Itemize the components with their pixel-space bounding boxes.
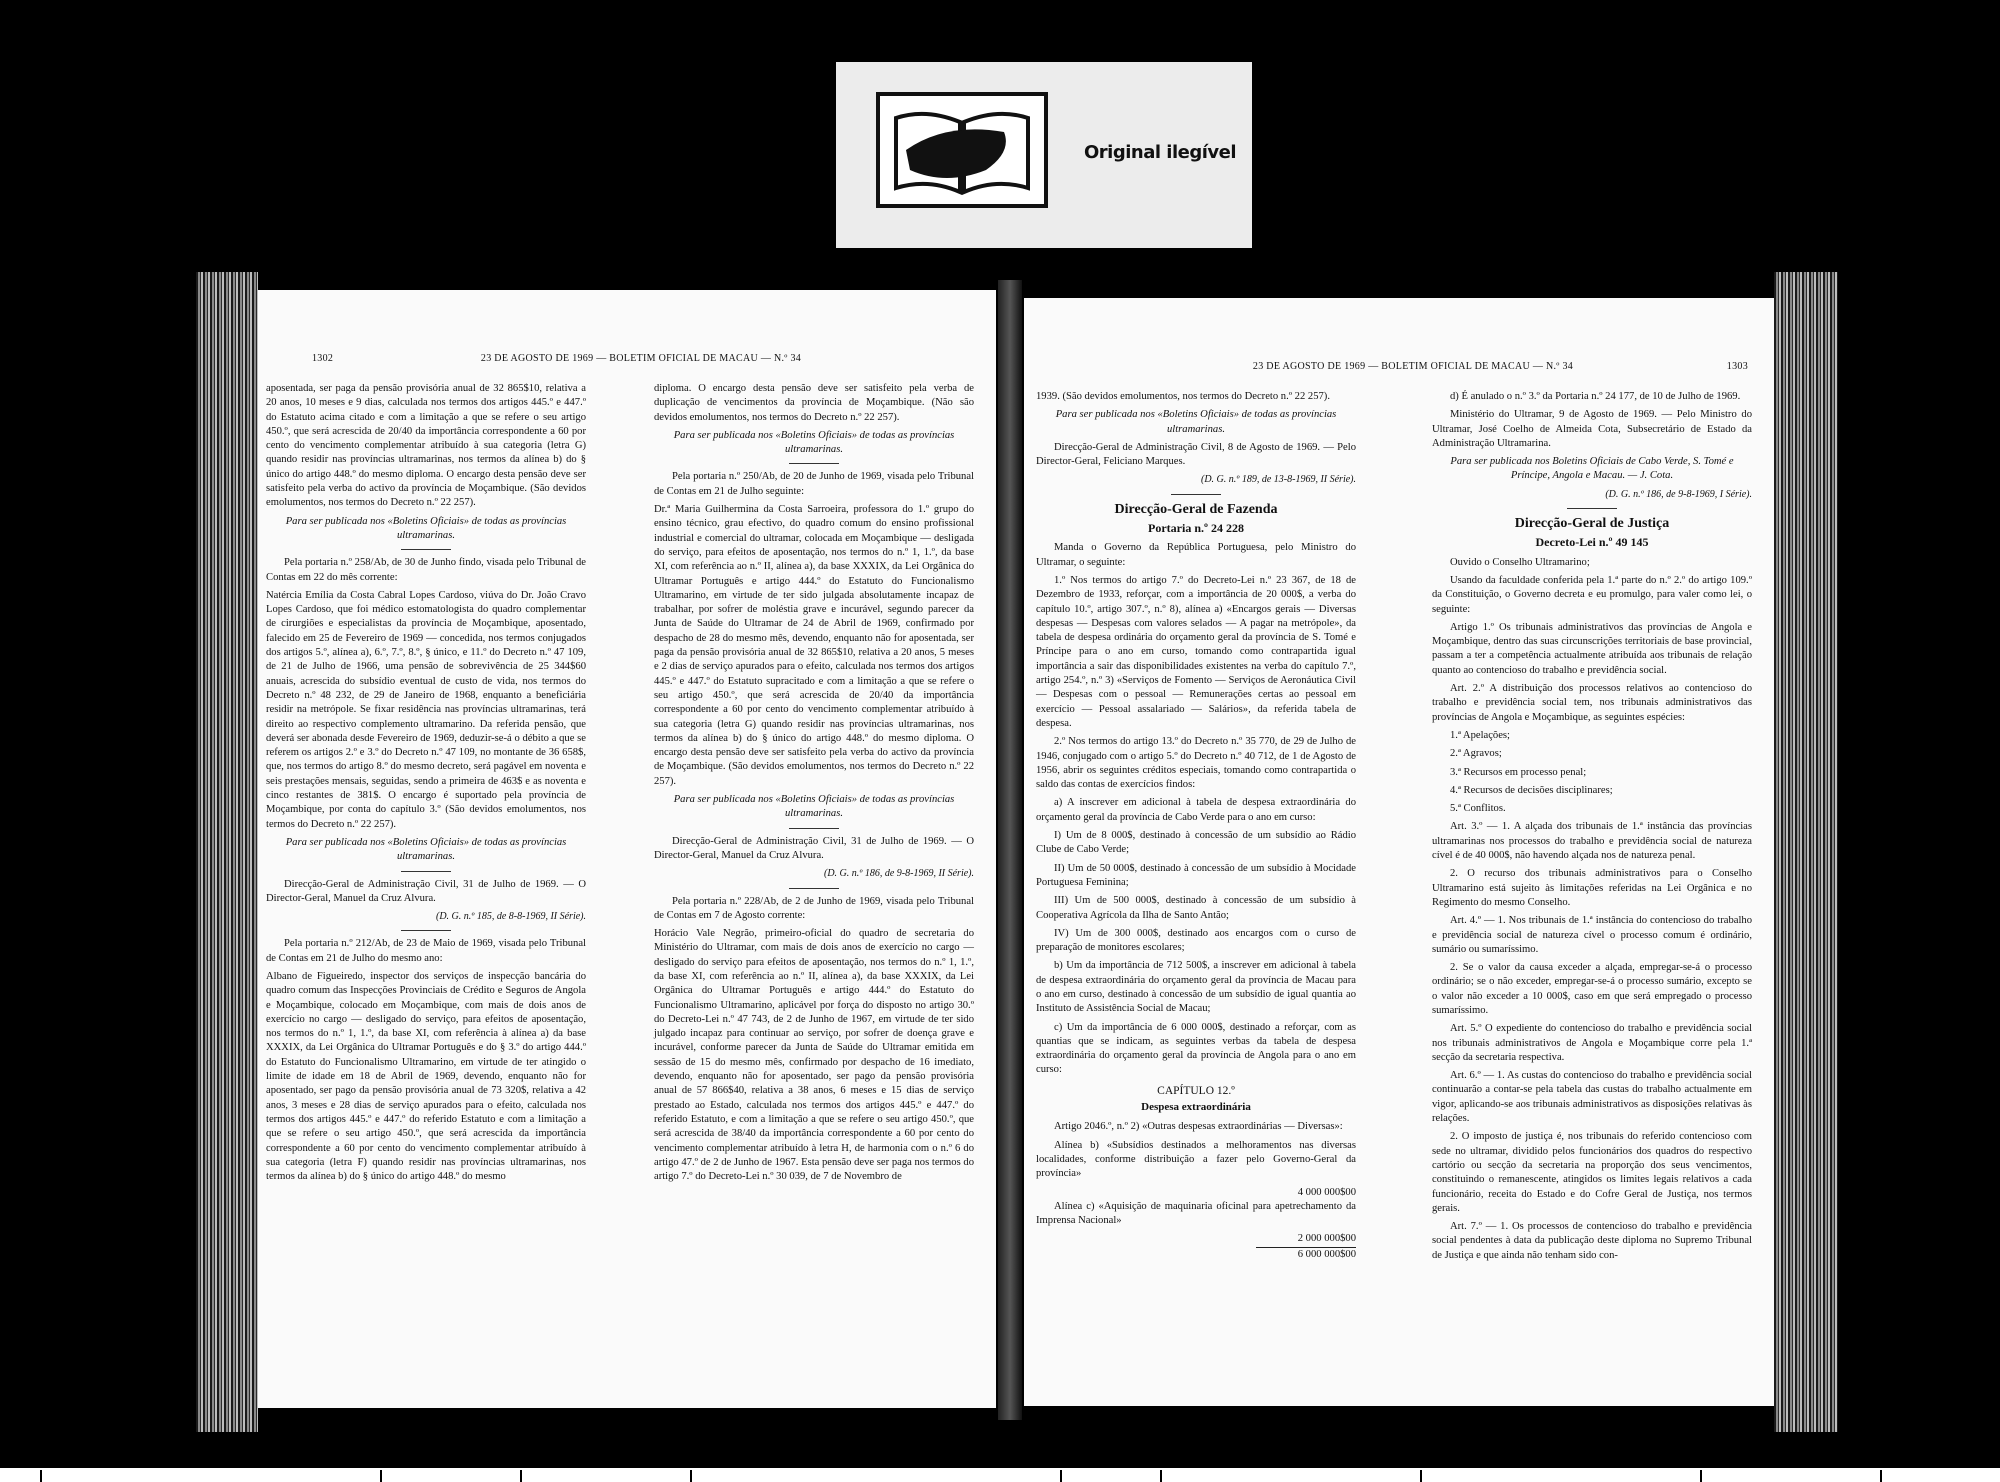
right-page — [1024, 298, 1774, 1406]
paragraph: Natércia Emília da Costa Cabral Lopes Cardoso, viúva do Dr. João Cravo Lopes Cardoso, que foi médico estomatologista do quadro complementar de cirurgiões e especialistas da província de Moçambique, aposentado, falecido em 25 de Fevereiro de 1969 — concedida, nos termos conjugados dos artigos 5.º, alínea a), 6.º, 7.º, 8.º, § único, e 11.º do Decreto n.º 47 109, de 21 de Julho de 1966, uma pensão de sobrevivência de 25 344$60 anuais, acrescida do subsídio eventual de custo de vida, nos termos do Decreto n.º 48 232, de 29 de Janeiro de 1968, enquanto a beneficiária residir na metrópole. Se fixar residência nas províncias ultramarinas, terá direito ao respectivo complemento ultramarino. Da referida pensão, que deverá ser abonada desde Fevereiro de 1969, deduzir-se-á o débito a que se referem os artigos 2.º e 3.º do Decreto n.º 47 109, no montante de 36 658$, que, nos termos do artigo 8.º do mesmo decreto, será pagável em noventa e seis prestações mensais, seguidas, sendo a primeira de 463$ e as noventa e cinco restantes de 381$. O encargo é suportado pela província de Moçambique, por conta do capítulo 3.º (São devidos emolumentos, nos termos do Decreto n.º 22 257). — [266, 589, 586, 830]
amount-row — [1036, 1186, 1356, 1200]
rule — [789, 888, 839, 889]
paragraph: Ouvido o Conselho Ultramarino; — [1450, 556, 1590, 568]
paragraph: a) A inscrever em adicional à tabela de despesa extraordinária do orçamento geral da província de Cabo Verde para o ano em curso: — [1036, 797, 1356, 823]
paragraph: Art. 5.º O expediente do contencioso do trabalho e previdência social nos tribunais administrativos de Angola e Moçambique corre pela 1.ª secção da secretaria respectiva. — [1432, 1023, 1752, 1063]
paragraph: 4.ª Recursos de decisões disciplinares; — [1450, 784, 1613, 796]
gazette-reference: (D. G. n.º 189, de 13-8-1969, II Série). — [1200, 474, 1356, 486]
publication-note: Para ser publicada nos «Boletins Oficiais» de todas as províncias ultramarinas. — [1055, 409, 1337, 435]
left-page-edge — [196, 272, 258, 1432]
paragraph: 2.ª Agravos; — [1450, 748, 1502, 760]
paragraph: diploma. O encargo desta pensão deve ser satisfeito pela verba de duplicação de vencimentos da província de Moçambique. (Não são devidos emolumentos, nos termos do Decreto n.º 22 257). — [654, 383, 974, 423]
paragraph: 1.ª Apelações; — [1450, 729, 1510, 741]
rule — [1567, 508, 1617, 509]
gazette-reference: (D. G. n.º 186, de 9-8-1969, II Série). — [823, 868, 974, 880]
rule — [789, 828, 839, 829]
scan-mark — [380, 1470, 382, 1482]
amount-value: 2 000 000$00 — [1297, 1233, 1356, 1245]
paragraph: aposentada, ser paga da pensão provisória anual de 32 865$10, relativa a 20 anos, 10 meses e 9 dias, calculada nos termos dos artigos 445.º e 447.º do Estatuto acima citado e com a limitação a que se refere o seu artigo 450.º, que será acrescida de 20/40 da importância correspondente a 60 por cento do vencimento complementar atribuído à sua categoria (letra G) quando residir nas províncias ultramarinas, nos termos da alínea b) do § único do artigo 448.º do mesmo diploma. O encargo desta pensão deve ser satisfeito pela verba do activo da província de Moçambique. (São devidos emolumentos, nos termos do Decreto n.º 22 257). — [266, 383, 586, 509]
scan-mark — [690, 1470, 692, 1482]
page-number: 1303 — [1726, 361, 1748, 372]
paragraph: Artigo 1.º Os tribunais administrativos das províncias de Angola e Moçambique, dentro das suas circunscrições territoriais de base provincial, passam a ter a competência actualmente atribuída aos tribunais de relação quanto ao contencioso do trabalho e previdência social. — [1432, 621, 1752, 676]
scan-mark — [40, 1470, 42, 1482]
publication-note: Para ser publicada nos «Boletins Oficiais» de todas as províncias ultramarinas. — [285, 515, 567, 541]
publication-note: Para ser publicada nos «Boletins Oficiais» de todas as províncias ultramarinas. — [285, 836, 567, 863]
paragraph: d) É anulado o n.º 3.º da Portaria n.º 24 177, de 10 de Julho de 1969. — [1450, 391, 1741, 402]
illegible-label: Original ilegível — [1084, 142, 1237, 163]
illegible-badge — [836, 62, 1252, 248]
section-heading: Direcção-Geral de Fazenda — [1114, 501, 1278, 517]
paragraph: II) Um de 50 000$, destinado à concessão de um subsídio à Mocidade Portuguesa Feminina; — [1036, 862, 1356, 888]
gazette-reference: (D. G. n.º 185, de 8-8-1969, II Série). — [435, 911, 586, 923]
scan-mark — [520, 1470, 522, 1482]
page-number: 1302 — [312, 353, 334, 364]
paragraph: 1.º Nos termos do artigo 7.º do Decreto-Lei n.º 23 367, de 18 de Dezembro de 1933, reforçar, com a importância de 20 000$, a verba do capítulo 10.º, artigo 307.º, n.º 8), alínea a) «Encargos gerais — Diversas despesas — Despesas com valores selados — A pagar na metrópole», da tabela de despesa ordinária do orçamento geral da província de S. Tomé e Príncipe para o ano em curso, tomando como contrapartida igual importância a sair das disponibilidades existentes na verba do capítulo 7.º, artigo 254.º, n.º 3) «Serviços de Fomento — Serviços de Aeronáutica Civil — Despesas com o pessoal — Remunerações certas ao pessoal em exercício — Pessoal assalariado — Salários», da referida tabela de despesa. — [1036, 574, 1356, 729]
paragraph: Art. 3.º — 1. A alçada dos tribunais de 1.ª instância das províncias ultramarinas nos processos do trabalho e previdência social de natureza cível é de 40 000$, não havendo alçada nos de natureza penal. — [1432, 821, 1752, 862]
publication-note: Para ser publicada nos «Boletins Oficiais» de todas as províncias ultramarinas. — [673, 429, 955, 456]
running-title: 23 DE AGOSTO DE 1969 — BOLETIM OFICIAL DE MACAU — N.º 34 — [1252, 361, 1574, 372]
left-page — [258, 290, 996, 1408]
rule — [1171, 494, 1221, 495]
paragraph: Manda o Governo da República Portuguesa, pelo Ministro do Ultramar, o seguinte: — [1036, 542, 1356, 568]
paragraph: Pela portaria n.º 258/Ab, de 30 de Junho findo, visada pelo Tribunal de Contas em 22 do mês corrente: — [266, 557, 586, 583]
gazette-reference: (D. G. n.º 186, de 9-8-1969, I Série). — [1605, 488, 1752, 500]
paragraph: b) Um da importância de 712 500$, a inscrever em adicional à tabela de despesa extraordinária do orçamento geral da província de Macau para o ano em curso, destinado à concessão de um subsídio de igual quantia ao Instituto de Assistência Social de Macau; — [1036, 960, 1356, 1015]
rule — [401, 871, 451, 872]
paragraph: Art. 7.º — 1. Os processos de contencioso do trabalho e previdência social pendentes à data da publicação deste diploma no Supremo Tribunal de Justiça e que ainda não tenham sido con- — [1432, 1221, 1752, 1261]
paragraph: Ministério do Ultramar, 9 de Agosto de 1969. — Pelo Ministro do Ultramar, José Coelho de Almeida Cota, Subsecretário de Estado da Administração Ultramarina. — [1432, 409, 1752, 449]
scan-mark — [1700, 1470, 1702, 1482]
paragraph: Pela portaria n.º 212/Ab, de 23 de Maio de 1969, visada pelo Tribunal de Contas em 21 de Julho do mesmo ano: — [266, 938, 586, 964]
running-title: 23 DE AGOSTO DE 1969 — BOLETIM OFICIAL DE MACAU — N.º 34 — [480, 353, 802, 364]
amount-total: 6 000 000$00 — [1256, 1247, 1356, 1262]
publication-note: Para ser publicada nos «Boletins Oficiais» de todas as províncias ultramarinas. — [673, 794, 955, 820]
chapter-subheading: Despesa extraordinária — [1141, 1101, 1251, 1114]
paragraph: Horácio Vale Negrão, primeiro-oficial do quadro de secretaria do Ministério do Ultramar, com mais de dois anos de exercício no cargo — desligado do serviço para efeitos de aposentação, nos termos do n.º 1, 1.º, da base XI, com referência ao n.º II, alínea a), da base XXXIX, da Lei Orgânica do Ultramar Português e artigo 444.º do Estatuto do Funcionalismo Ultramarino, aplicável por força do disposto no artigo 30.º do Decreto-Lei n.º 47 743, de 2 de Junho de 1967, em virtude de ter sido julgado incapaz para continuar ao serviço, por sofrer de doença grave e incurável, conforme parecer da Junta de Saúde do Ultramar emitida em sessão de 15 do mesmo mês, confirmado por despacho de 16 imediato, devendo, enquanto não for aposentado, ser pago da pensão provisória anual de 57 866$40, relativa a 38 anos, 6 meses e 15 dias de serviço prestado ao Estado, calculada nos termos dos artigos 445.º e 447.º do referido Estatuto, e com a limitação a que se refere o seu artigo 450.º, que será acrescida de 38/40 da importância correspondente a 60 por cento do vencimento complementar atribuído à letra H, de harmonia com o n.º 6 do artigo 47.º de 2 de Junho de 1967. Esta pensão deve ser paga nos termos do artigo 7.º do Decreto-Lei n.º 30 039, de 7 de Novembro de — [654, 928, 974, 1183]
portaria-heading: Portaria n.º 24 228 — [1148, 521, 1244, 536]
decree-heading: Decreto-Lei n.º 49 145 — [1535, 535, 1649, 550]
right-running-head — [1078, 360, 1748, 376]
paragraph: IV) Um de 300 000$, destinado aos encargos com o curso de preparação de monitores escolares; — [1036, 927, 1356, 954]
right-page-edge — [1774, 272, 1838, 1432]
paragraph: Albano de Figueiredo, inspector dos serviços de inspecção bancária do quadro comum das Inspecções Provinciais de Crédito e Seguros de Angola e Moçambique, colocado em Moçambique, com mais de dois anos de exercício no cargo — desligado do serviço, para efeitos de aposentação, nos termos do n.º 1, 1.º, da base XI, com referência à alínea a) da base XXXIX, da Lei Orgânica do Ultramar Português e do § 3.º do artigo 444.º do Estatuto do Funcionalismo Ultramarino, em virtude de ter atingido o limite de idade em 18 de Abril de 1969, devendo, enquanto não for aposentado, ser pago da pensão provisória anual de 73 320$, relativa a 42 anos, 3 meses e 28 dias de serviço apurados para o efeito, calculada nos termos dos artigos 445.º e 447.º do referido Estatuto e com a limitação a que se refere o seu artigo 450.º, que será acrescida da importância correspondente a 60 por cento do vencimento complementar atribuído à sua categoria (letra F) quando residir nas províncias ultramarinas, nos termos da alínea b) do § único do artigo 448.º do mesmo — [266, 970, 586, 1183]
paragraph: Dr.ª Maria Guilhermina da Costa Sarroeira, professora do 1.º grupo do ensino técnico, grau efectivo, do quadro comum do ensino profissional industrial e comercial do ultramar, colocada em Moçambique — desligada do serviço, para efeitos de aposentação, nos termos do n.º 1, 1.º, da base XI, com referência ao n.º II, alínea a), da base XXXIX, da Lei Orgânica do Ultramar Português e artigo 444.º do Estatuto do Funcionalismo Ultramarino, em virtude de ter sido julgada absolutamente incapaz de trabalhar, por sofrer de moléstia grave e incurável, segundo parecer da Junta de Saúde do Ultramar de 24 de Abril de 1969, confirmado por despacho de 28 do mesmo mês, devendo, enquanto não for aposentada, ser paga da pensão provisória anual de 32 865$10, relativa a 20 anos, 5 meses e 2 dias de serviço apurados para o efeito, calculada nos termos dos artigos 445.º e 447.º do Estatuto supracitado e com a limitação a que se refere o seu artigo 450.º, que será acrescida de 20/40 da importância correspondente a 60 por cento do vencimento complementar atribuído à sua categoria (letra G) quando residir nas províncias ultramarinas, nos termos da alínea b) do § único do artigo 448.º do mesmo diploma. O encargo desta pensão deve ser satisfeito pela verba do activo da província de Moçambique. (São devidos emolumentos, nos termos do Decreto n.º 22 257). — [654, 504, 974, 787]
left-column-2 — [654, 382, 974, 1188]
left-running-head — [312, 352, 970, 368]
right-column-1 — [1036, 390, 1356, 1262]
paragraph: Direcção-Geral de Administração Civil, 8 de Agosto de 1969. — Pelo Director-Geral, Feliciano Marques. — [1036, 441, 1356, 468]
right-column-2 — [1432, 390, 1752, 1267]
paragraph: Artigo 2046.º, n.º 2) «Outras despesas extraordinárias — Diversas»: — [1054, 1121, 1343, 1133]
amount-value: 4 000 000$00 — [1297, 1186, 1356, 1198]
scan-mark — [1160, 1470, 1162, 1482]
scan-mark — [1880, 1470, 1882, 1482]
paragraph: c) Um da importância de 6 000 000$, destinado a reforçar, com as quantias que se indicam, as seguintes verbas da tabela de despesa extraordinária do orçamento geral da província de Angola para o ano em curso: — [1036, 1021, 1356, 1076]
paragraph: III) Um de 500 000$, destinado à concessão de um subsídio à Cooperativa Agrícola da Ilha de Santo Antão; — [1036, 895, 1356, 921]
paragraph: Pela portaria n.º 250/Ab, de 20 de Junho de 1969, visada pelo Tribunal de Contas em 21 de Julho seguinte: — [654, 471, 974, 497]
paragraph: 2. Se o valor da causa exceder a alçada, empregar-se-á o processo ordinário; se o não exceder, empregar-se-á o processo sumário, excepto se o valor não exceder a 10 000$, caso em que será empregado o processo sumaríssimo. — [1432, 962, 1752, 1016]
paragraph: Art. 4.º — 1. Nos tribunais de 1.ª instância do contencioso do trabalho e previdência social de natureza cível o processo comum é ordinário, sumário ou sumaríssimo. — [1432, 915, 1752, 955]
book-icon — [876, 92, 1048, 208]
paragraph: Usando da faculdade conferida pela 1.ª parte do n.º 2.º do artigo 109.º da Constituição, o Governo decreta e eu promulgo, para valer como lei, o seguinte: — [1432, 574, 1752, 615]
paragraph: I) Um de 8 000$, destinado à concessão de um subsídio ao Rádio Clube de Cabo Verde; — [1036, 830, 1356, 856]
rule — [401, 930, 451, 931]
amount-row — [1036, 1232, 1356, 1246]
scan-mark — [1420, 1470, 1422, 1482]
left-column-1 — [266, 382, 586, 1188]
paragraph: Direcção-Geral de Administração Civil, 31 de Julho de 1969. — O Director-Geral, Manuel da Cruz Alvura. — [654, 835, 974, 861]
section-heading: Direcção-Geral de Justiça — [1514, 516, 1670, 532]
rule — [401, 549, 451, 550]
budget-item: Alínea c) «Aquisição de maquinaria oficinal para apetrechamento da Imprensa Nacional» — [1036, 1200, 1356, 1227]
chapter-heading: CAPÍTULO 12.º — [1157, 1084, 1235, 1097]
paragraph: Direcção-Geral de Administração Civil, 31 de Julho de 1969. — O Director-Geral, Manuel da Cruz Alvura. — [266, 878, 586, 904]
paragraph: Art. 6.º — 1. As custas do contencioso do trabalho e previdência social continuarão a contar-se pela tabela das custas do trabalho actualmente em vigor, aplicando-se aos tribunais administrativos as disposições relativas às relações. — [1432, 1070, 1752, 1125]
paragraph: 1939. (São devidos emolumentos, nos termos do Decreto n.º 22 257). — [1036, 391, 1330, 402]
paragraph: 3.ª Recursos em processo penal; — [1450, 766, 1587, 778]
paragraph: 2.º Nos termos do artigo 13.º do Decreto n.º 35 770, de 29 de Julho de 1946, conjugado com o artigo 5.º do Decreto n.º 40 712, de 1 de Agosto de 1956, abrir os seguintes créditos especiais, tomando como contrapartida o saldo das contas de exercícios findos: — [1036, 736, 1356, 791]
paragraph: Alínea b) «Subsídios destinados a melhoramentos nas diversas localidades, conforme distribuição a fazer pelo Governo-Geral da província» — [1036, 1139, 1356, 1180]
book-gutter — [998, 280, 1022, 1420]
paragraph: Art. 2.º A distribuição dos processos relativos ao contencioso do trabalho e previdência social tem, nos tribunais administrativos das províncias de Angola e Moçambique, as seguintes espécies: — [1432, 683, 1752, 723]
paragraph: 2. O recurso dos tribunais administrativos para o Conselho Ultramarino está sujeito às limitações referidas na Lei Orgânica e no Regimento do mesmo Conselho. — [1432, 868, 1752, 908]
paragraph: 2. O imposto de justiça é, nos tribunais do referido contencioso com sede no ultramar, dividido pelos funcionários dos quadros do respectivo cartório ou secção da secretaria na proporção dos seus vencimentos, constituindo o remanescente, atingidos os limites legais relativos a cada funcionário, receita do Estado e do Cofre Geral de Justiça, nos termos gerais. — [1432, 1131, 1752, 1214]
paragraph: 5.ª Conflitos. — [1450, 803, 1506, 815]
paragraph: Pela portaria n.º 228/Ab, de 2 de Junho de 1969, visada pelo Tribunal de Contas em 7 de Agosto corrente: — [654, 895, 974, 921]
publication-note: Para ser publicada nos Boletins Oficiais de Cabo Verde, S. Tomé e Príncipe, Angola e Macau. — J. Cota. — [1450, 456, 1734, 482]
scan-mark — [1060, 1470, 1062, 1482]
rule — [789, 463, 839, 464]
